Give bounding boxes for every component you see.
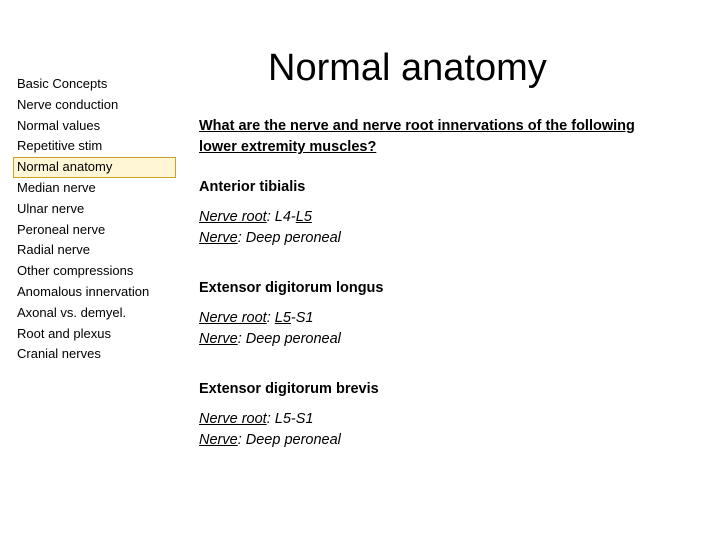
- root-start: L5: [274, 411, 291, 427]
- nerve-label: Nerve: [199, 330, 238, 347]
- sidebar-item-other-compressions[interactable]: Other compressions: [17, 263, 134, 279]
- colon: :: [266, 209, 271, 225]
- nerve-root-line: [199, 409, 669, 430]
- nerve-label: Nerve: [199, 431, 238, 448]
- colon: :: [237, 229, 242, 246]
- colon: :: [237, 431, 242, 448]
- root-end: L5: [295, 209, 312, 225]
- root-start: L5: [274, 310, 291, 326]
- nerve-root-label: Nerve root: [199, 310, 267, 326]
- sidebar-item-ulnar-nerve[interactable]: Ulnar nerve: [17, 200, 85, 216]
- root-dash: -: [290, 209, 296, 225]
- root-start: L4: [274, 209, 291, 225]
- sidebar-item-normal-anatomy[interactable]: Normal anatomy: [13, 157, 176, 178]
- nerve-root-line: [199, 207, 669, 228]
- nerve-label: Nerve: [199, 229, 238, 246]
- root-end: S1: [295, 310, 314, 326]
- sidebar-item-cranial-nerves[interactable]: Cranial nerves: [17, 346, 101, 362]
- sidebar-item-normal-values[interactable]: Normal values: [17, 117, 101, 133]
- muscle-name: Extensor digitorum longus: [199, 280, 384, 296]
- root-end: S1: [295, 411, 314, 427]
- page-title: Normal anatomy: [268, 47, 547, 89]
- content-area: [199, 116, 669, 450]
- sidebar-item-axonal-vs-demyel[interactable]: Axonal vs. demyel.: [17, 304, 127, 320]
- sidebar-item-root-and-plexus[interactable]: Root and plexus: [17, 325, 111, 341]
- nerve-line: [199, 228, 669, 249]
- sidebar-item-radial-nerve[interactable]: Radial nerve: [17, 242, 90, 258]
- muscle-block-extensor-digitorum-brevis: [199, 379, 669, 450]
- colon: :: [266, 411, 271, 427]
- nerve-value: Deep peroneal: [245, 229, 341, 246]
- muscle-name: Extensor digitorum brevis: [199, 381, 379, 397]
- nerve-root-label: Nerve root: [199, 411, 267, 427]
- sidebar-item-peroneal-nerve[interactable]: Peroneal nerve: [17, 221, 106, 237]
- nerve-line: [199, 430, 669, 451]
- nerve-value: Deep peroneal: [245, 330, 341, 347]
- sidebar-item-basic-concepts[interactable]: Basic Concepts: [17, 76, 108, 91]
- colon: :: [237, 330, 242, 347]
- question-text: What are the nerve and nerve root innervations of the following lower extremity muscles?: [199, 118, 635, 155]
- muscle-block-anterior-tibialis: [199, 177, 669, 248]
- colon: :: [266, 310, 271, 326]
- sidebar-nav: [17, 74, 182, 365]
- sidebar-item-repetitive-stim[interactable]: Repetitive stim: [17, 138, 103, 154]
- root-dash: -: [290, 310, 296, 326]
- nerve-line: [199, 329, 669, 350]
- muscle-name: Anterior tibialis: [199, 179, 306, 195]
- nerve-value: Deep peroneal: [245, 431, 341, 448]
- sidebar-item-nerve-conduction[interactable]: Nerve conduction: [17, 96, 119, 112]
- nerve-root-line: [199, 308, 669, 329]
- sidebar-item-anomalous-innervation[interactable]: Anomalous innervation: [17, 283, 150, 299]
- nerve-root-label: Nerve root: [199, 209, 267, 225]
- sidebar-item-median-nerve[interactable]: Median nerve: [17, 179, 96, 195]
- muscle-block-extensor-digitorum-longus: [199, 278, 669, 349]
- root-dash: -: [290, 411, 296, 427]
